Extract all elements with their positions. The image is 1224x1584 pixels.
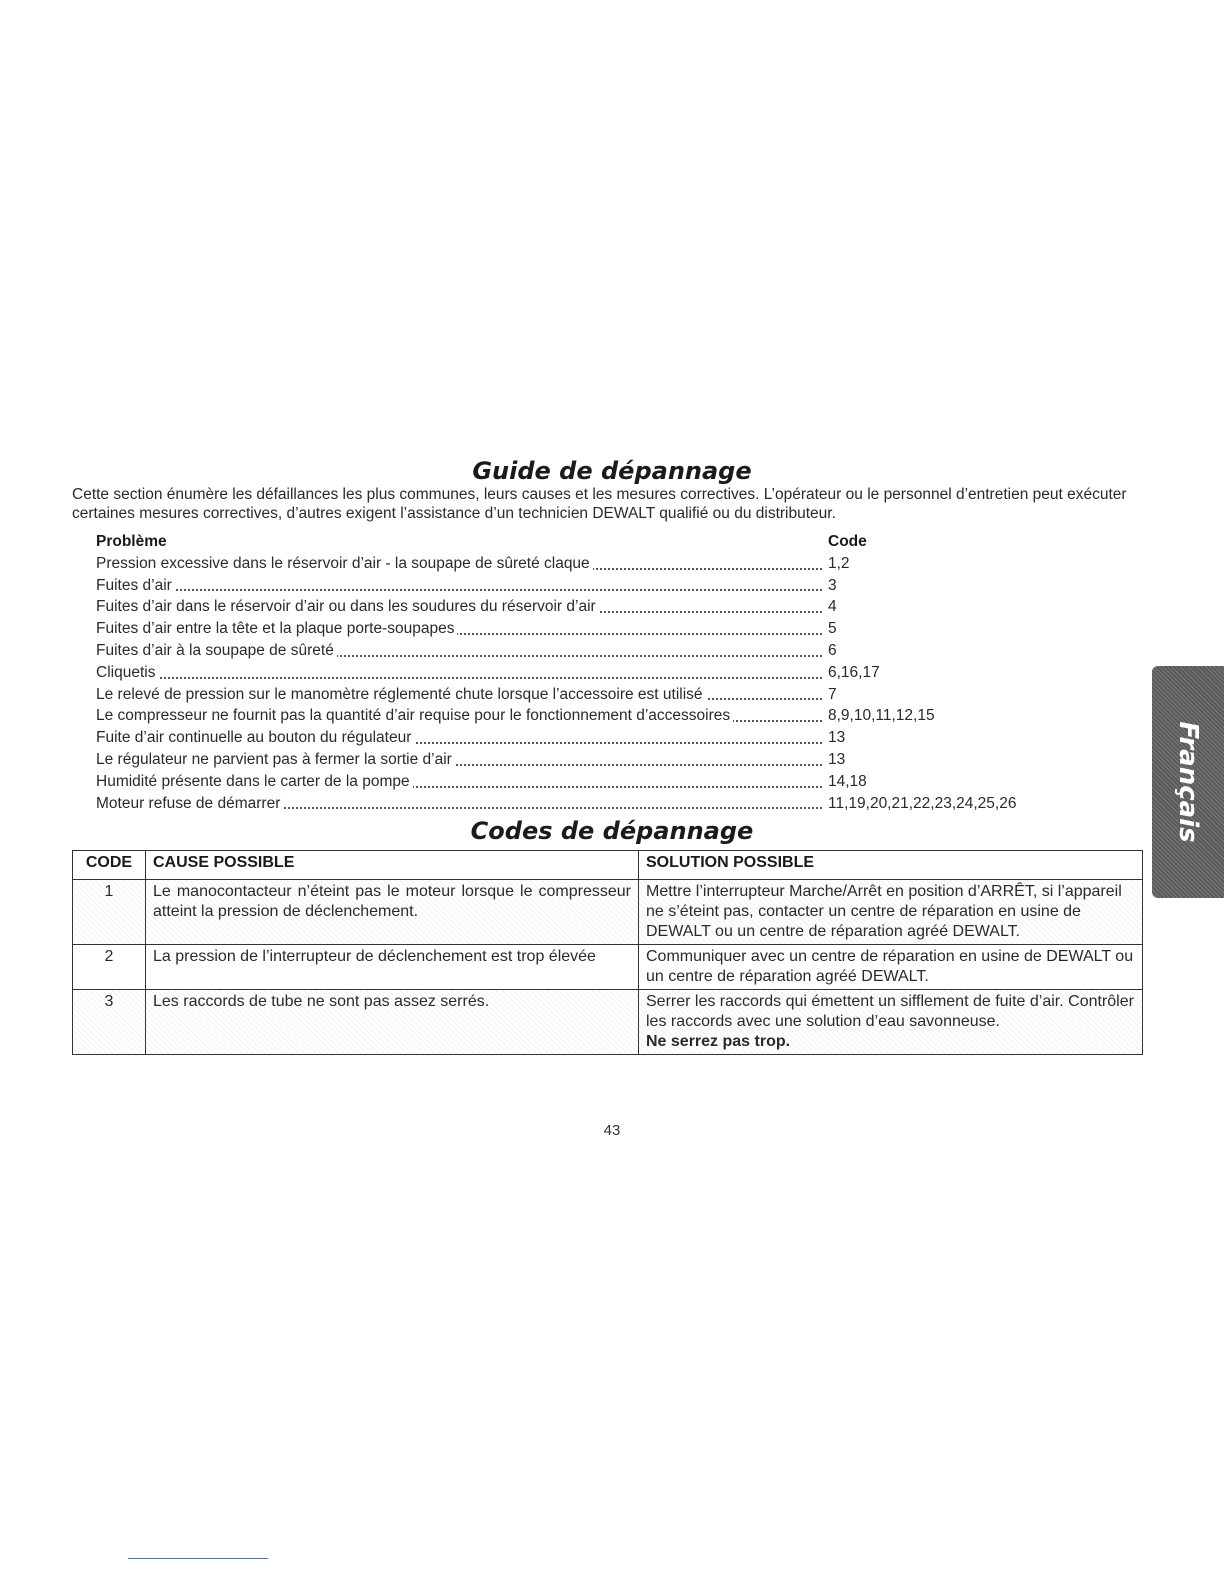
table-row [73,945,1143,990]
problem-text: Fuites d’air entre la tête et la plaque porte-soupapes [96,620,457,637]
problem-row [96,705,1096,727]
problem-code: 6 [828,641,837,659]
table-header-row [73,851,1143,880]
row-solution-text: Serrer les raccords qui émettent un sifflement de fuite d’air. Contrôler les raccords avec une solution d’eau savonneuse. [646,993,1134,1030]
problem-row [96,662,1096,684]
problem-code: 1,2 [828,554,850,572]
problem-code: 13 [828,750,846,768]
table-row [73,880,1143,945]
problem-row [96,727,1096,749]
problem-text: Fuite d’air continuelle au bouton du régulateur [96,729,414,746]
problem-row [96,575,1096,597]
problem-row [96,793,1096,815]
row-code: 2 [73,945,146,990]
problem-code: 6,16,17 [828,663,880,681]
row-code: 1 [73,880,146,945]
row-cause: Le manocontacteur n’éteint pas le moteur lorsque le compresseur atteint la pression de déclenchement. [146,880,639,945]
problem-code: 5 [828,620,837,638]
problem-row [96,771,1096,793]
troubleshooting-codes-table [72,850,1143,1055]
problem-list [96,531,1096,814]
row-code: 3 [73,990,146,1055]
problem-text: Moteur refuse de démarrer [96,795,283,812]
row-cause: Les raccords de tube ne sont pas assez serrés. [146,990,639,1055]
row-cause: La pression de l’interrupteur de déclenchement est trop élevée [146,945,639,990]
problem-row [96,553,1096,575]
problem-text: Le compresseur ne fournit pas la quantité d’air requise pour le fonctionnement d’accessoires [96,707,733,724]
problem-text: Fuites d’air [96,577,175,594]
problem-row [96,618,1096,640]
row-solution [639,880,1143,945]
row-solution [639,990,1143,1055]
footer-rule [128,1558,268,1559]
column-header-code: CODE [73,851,146,880]
language-tab-label: Français [1173,721,1203,843]
problem-code: 13 [828,729,846,747]
row-solution-text: Communiquer avec un centre de réparation en usine de DEWALT ou un centre de réparation agréé DEWALT. [646,948,1134,985]
problem-text: Le relevé de pression sur le manomètre réglementé chute lorsque l’accessoire est utilisé [96,686,706,703]
problem-text: Humidité présente dans le carter de la pompe [96,773,413,790]
row-solution-warning: Ne serrez pas trop. [646,1033,791,1050]
language-tab [1152,666,1224,898]
page-number: 43 [603,1122,621,1139]
problem-code: 14,18 [828,772,867,790]
problem-text: Le régulateur ne parvient pas à fermer la sortie d’air [96,751,455,768]
guide-title: Guide de dépannage [472,457,752,485]
problem-code: 4 [828,598,837,616]
problem-row [96,596,1096,618]
problem-code: 3 [828,576,837,594]
problem-text: Cliquetis [96,664,158,681]
header-problem: Problème [96,533,170,550]
codes-title: Codes de dépannage [470,817,754,845]
row-solution [639,945,1143,990]
problem-text: Fuites d’air dans le réservoir d’air ou dans les soudures du réservoir d’air [96,598,599,615]
guide-intro: Cette section énumère les défaillances les plus communes, leurs causes et les mesures correctives. L’opérateur ou le personnel d’entretien peut exécuter certaines mesures correctives, d’autres exigent l’assistance d’un technicien DEWALT qualifié ou du distributeur. [72,486,1127,522]
problem-code: 8,9,10,11,12,15 [828,707,935,725]
problem-row [96,640,1096,662]
column-header-cause: CAUSE POSSIBLE [146,851,639,880]
problem-list-header [96,531,1096,553]
problem-row [96,749,1096,771]
problem-text: Pression excessive dans le réservoir d’air - la soupape de sûreté claque [96,555,593,572]
problem-row [96,684,1096,706]
table-row [73,990,1143,1055]
problem-code: 11,19,20,21,22,23,24,25,26 [828,794,1017,812]
problem-text: Fuites d’air à la soupape de sûreté [96,642,337,659]
problem-code: 7 [828,685,837,703]
column-header-solution: SOLUTION POSSIBLE [639,851,1143,880]
header-code: Code [828,533,867,550]
row-solution-text: Mettre l’interrupteur Marche/Arrêt en position d’ARRÊT, si l’appareil ne s’éteint pas, contacter un centre de réparation en usine de DEWALT ou un centre de réparation agréé DEWALT. [646,883,1122,940]
